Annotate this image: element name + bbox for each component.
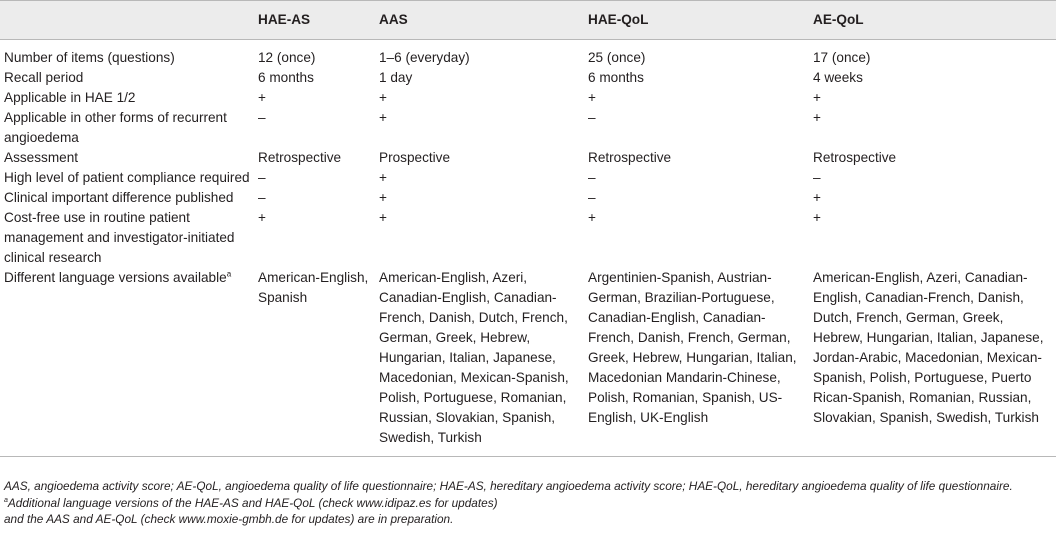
header-cell-ae-qol: AE-QoL xyxy=(809,1,1056,40)
row-label: Applicable in other forms of recurrent angioedema xyxy=(4,110,227,145)
table-cell: + xyxy=(379,210,387,225)
row-label: Applicable in HAE 1/2 xyxy=(4,90,136,105)
table-cell: + xyxy=(379,170,387,185)
table-footnotes xyxy=(4,478,1044,528)
table-cell: Retrospective xyxy=(588,150,672,165)
table-row xyxy=(0,268,1056,457)
table-row xyxy=(0,188,1056,208)
table-cell: + xyxy=(379,110,387,125)
header-cell-hae-qol: HAE-QoL xyxy=(584,1,809,40)
table-cell: 6 months xyxy=(258,70,314,85)
header-cell-aas: AAS xyxy=(375,1,584,40)
row-label-text: Different language versions available xyxy=(4,270,227,285)
row-label: Cost-free use in routine patient management and investigator-initiated clinical research xyxy=(4,210,235,265)
table-cell: + xyxy=(813,190,821,205)
row-label: Recall period xyxy=(4,70,84,85)
table-cell: + xyxy=(258,210,266,225)
table-cell: – xyxy=(588,190,596,205)
table-cell: + xyxy=(813,90,821,105)
table-cell: 1 day xyxy=(379,70,413,85)
table-row xyxy=(0,208,1056,268)
table-row xyxy=(0,108,1056,148)
table-cell: 6 months xyxy=(588,70,644,85)
table-cell: + xyxy=(379,190,387,205)
table-cell: Argentinien-Spanish, Austrian-German, Brazilian-Portuguese, Canadian-English, Canadian-French, Danish, French, German, Greek, Hebrew, Hungarian, Italian, Macedonian Mandarin-Chinese, Polish, Romanian, Spanish, US-English, UK-English xyxy=(584,268,809,457)
language-note-line-1 xyxy=(4,495,1044,512)
table-row xyxy=(0,148,1056,168)
header-cell-hae-as: HAE-AS xyxy=(254,1,375,40)
table-cell: + xyxy=(588,210,596,225)
row-label xyxy=(0,268,254,457)
abbreviations-note: AAS, angioedema activity score; AE-QoL, angioedema quality of life questionnaire; HAE-AS, hereditary angioedema activity score; HAE-QoL, hereditary angioedema quality of life questionnaire. xyxy=(4,479,1013,493)
table-cell: – xyxy=(813,170,821,185)
table-row xyxy=(0,88,1056,108)
header-row xyxy=(0,1,1056,40)
table-cell: – xyxy=(588,110,596,125)
table-cell: American-English, Azeri, Canadian-English, Canadian-French, Danish, Dutch, French, German, Greek, Hebrew, Hungarian, Italian, Japanese, Jordan-Arabic, Macedonian, Mexican-Spanish, Polish, Portuguese, Puerto Rican-Spanish, Romanian, Russian, Slovakian, Spanish, Swedish, Turkish xyxy=(809,268,1056,457)
table-cell: – xyxy=(588,170,596,185)
row-label: Clinical important difference published xyxy=(4,190,234,205)
row-label: Assessment xyxy=(4,150,79,165)
footnote-marker: a xyxy=(4,496,8,504)
table-cell: + xyxy=(813,210,821,225)
table-cell: American-English, Azeri, Canadian-English, Canadian-French, Danish, Dutch, French, German, Greek, Hebrew, Hungarian, Italian, Japanese, Macedonian, Mexican-Spanish, Polish, Portuguese, Romanian, Russian, Slovakian, Spanish, Swedish, Turkish xyxy=(375,268,584,457)
table-cell: + xyxy=(588,90,596,105)
table-cell: 4 weeks xyxy=(813,70,863,85)
row-label: High level of patient compliance required xyxy=(4,170,250,185)
table-row xyxy=(0,168,1056,188)
table-cell: 17 (once) xyxy=(813,50,871,65)
table-row xyxy=(0,40,1056,69)
table-cell: – xyxy=(258,170,266,185)
table-cell: + xyxy=(813,110,821,125)
footnote-marker: a xyxy=(226,269,232,279)
table-cell: – xyxy=(258,110,266,125)
header-cell-empty xyxy=(0,1,254,40)
language-note-line-2: and the AAS and AE-QoL (check www.moxie-gmbh.de for updates) are in preparation. xyxy=(4,512,454,527)
table-cell: American-English, Spanish xyxy=(254,268,375,457)
table-cell: 1–6 (everyday) xyxy=(379,50,470,65)
table-row xyxy=(0,68,1056,88)
table-cell: 12 (once) xyxy=(258,50,316,65)
table-cell: Prospective xyxy=(379,150,451,165)
table-cell: 25 (once) xyxy=(588,50,646,65)
table-cell: Retrospective xyxy=(813,150,897,165)
table-cell: Retrospective xyxy=(258,150,342,165)
language-note-text-1: Additional language versions of the HAE-AS and HAE-QoL (check www.idipaz.es for updates) xyxy=(7,495,498,510)
table-cell: – xyxy=(258,190,266,205)
table-cell: + xyxy=(258,90,266,105)
table-cell: + xyxy=(379,90,387,105)
row-label: Number of items (questions) xyxy=(4,50,175,65)
